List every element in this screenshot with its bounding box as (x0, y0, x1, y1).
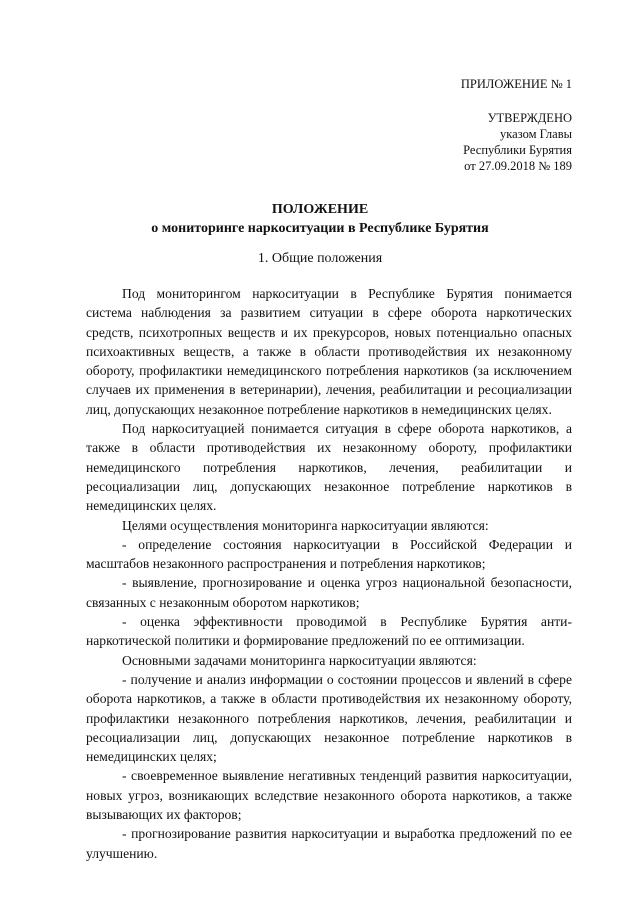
date-number-label: от 27.09.2018 № 189 (464, 159, 572, 173)
document-title (70, 200, 570, 238)
decree-label: указом Главы (500, 127, 572, 141)
title-sub: о мониторинге наркоситуации в Республике Бурятия (151, 221, 489, 236)
title-main: ПОЛОЖЕНИЕ (271, 202, 369, 217)
paragraph: - прогнозирование развития наркоситуации и выработка предложений по ее улучшению. (86, 826, 572, 861)
paragraph: - своевременное выявление негативных тенденций развития наркоситуации, новых угроз, возникающих вследствие незаконного оборота наркотиков, а также вызывающих их факторов; (86, 768, 572, 823)
paragraph: - выявление, прогнозирование и оценка угроз национальной безопасности, связанных с незаконным оборотом наркотиков; (86, 575, 572, 610)
document-body (86, 284, 572, 863)
paragraph: Под мониторингом наркоситуации в Республике Бурятия понимается система наблюдения за развитием ситуации в сфере оборота наркотических средств, психотропных веществ и их прекурсоров, новых потенциально опасных психоактивных веществ, а также в области противодействия их незаконному обороту, профилактики немедицинского потребления наркотиков (за исключением случаев их применения в ветеринарии), лечения, реабилитации и ресоциализации лиц, допускающих незаконное потребление наркотиков в немедицинских целях. (86, 286, 572, 417)
paragraph: - получение и анализ информации о состоянии процессов и явлений в сфере оборота наркотиков, а также в области противодействия их незаконному обороту, профилактики незаконного потребления наркотиков, лечения, реабилитации и ресоциализации лиц, допускающих незаконное потребление наркотиков в немедицинских целях; (86, 671, 572, 765)
attachment-header (461, 76, 572, 174)
appendix-label: ПРИЛОЖЕНИЕ № 1 (460, 77, 572, 91)
paragraph: - определение состояния наркоситуации в Российской Федерации и масштабов незаконного распространения и потребления наркотиков; (86, 536, 572, 572)
paragraph: Под наркоситуацией понимается ситуация в сфере оборота наркотиков, а также в области противодействия их незаконному обороту, профилактики немедицинского потребления наркотиков, лечения, реабилитации и ресоциализации лиц, допускающих незаконное потребление наркотиков в немедицинских целях. (86, 421, 572, 514)
section-heading: 1. Общие положения (257, 251, 383, 266)
paragraph: - оценка эффективности проводимой в Республике Бурятия антинаркотической политики и формирование предложений по ее оптимизации. (86, 614, 572, 649)
paragraph: Основными задачами мониторинга наркоситуации являются: (122, 652, 477, 668)
approved-label: УТВЕРЖДЕНО (487, 111, 572, 125)
paragraph: Целями осуществления мониторинга наркоситуации являются: (122, 517, 489, 533)
republic-label: Республики Бурятия (463, 143, 572, 157)
